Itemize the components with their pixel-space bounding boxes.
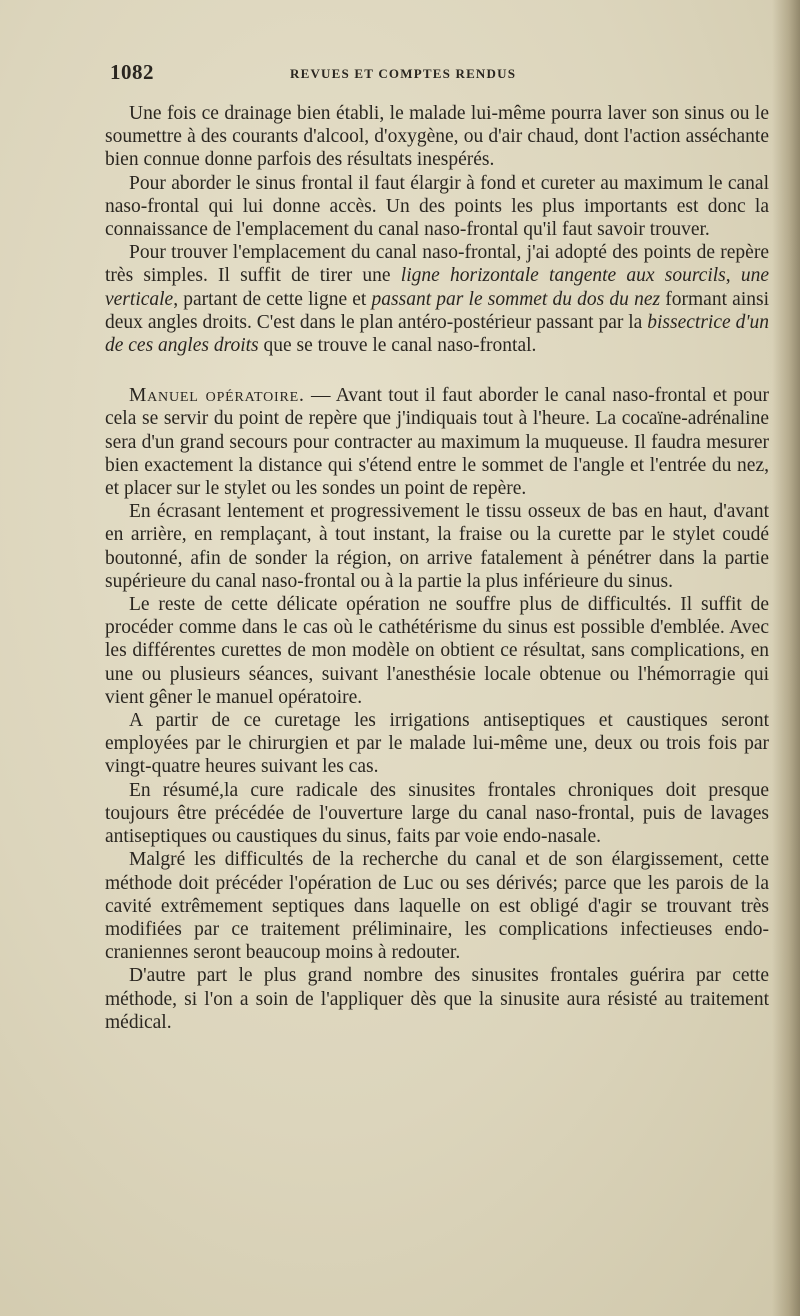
paragraph-malgre: Malgré les difficultés de la recherche du canal et de son élargissement, cette méthode doit précéder l'opération de Luc ou ses dérivés; parce que les parois de la cavité extrêmement septiques dans laquelle on est obligé d'agir se trouvant très modifiées par ce traitement préliminaire, les complications infectieuses endo-craniennes seront beaucoup moins à redouter.	[105, 849, 769, 964]
italic-run: bissectrice d'un de ces angles droits	[105, 311, 769, 357]
article-body	[105, 102, 769, 1034]
paragraph-resume: En résumé,la cure radicale des sinusites frontales chroniques doit presque toujours être précédée de l'ouverture large du canal naso-frontal, puis de lavages antiseptiques ou caustiques du sinus, faits par voie endo-nasale.	[105, 779, 769, 848]
page-header	[110, 60, 770, 90]
italic-run: une verticale	[105, 265, 769, 310]
paragraph-manuel-operatoire	[105, 384, 769, 500]
text-run: — Avant tout il faut aborder le canal naso-frontal et pour cela se servir du point de repère que j'indiquais tout à l'heure. La cocaïne-adrénaline sera d'un grand secours pour contracter au maximum la muqueuse. Il faudra mesurer bien exactement la distance qui s'étend entre le sommet de l'angle et l'entrée du nez, et placer sur le stylet ou les sondes un point de repère.	[105, 385, 769, 500]
paragraph-aborder-sinus: Pour aborder le sinus frontal il faut élargir à fond et cureter au maximum le canal naso-frontal qui lui donne accès. Un des points les plus importants est donc la connaissance de l'emplacement du canal naso-frontal qu'il faut savoir trouver.	[105, 172, 769, 241]
paragraph-ecrasant: En écrasant lentement et progressivement le tissu osseux de bas en haut, d'avant en arrière, en remplaçant, à tout instant, la fraise ou la curette par le stylet coudé boutonné, afin de sonder la région, on arrive fatalement à pénétrer dans la partie supérieure du canal naso-frontal ou à la partie la plus inférieure du sinus.	[105, 501, 769, 592]
paragraph-drainage: Une fois ce drainage bien établi, le malade lui-même pourra laver son sinus ou le soumettre à des courants d'alcool, d'oxygène, ou d'air chaud, dont l'action asséchante bien connue donne parfois des résultats inespérés.	[105, 103, 769, 171]
page-number: 1082	[110, 60, 154, 84]
paragraph-reste-operation: Le reste de cette délicate opération ne souffre plus de difficultés. Il suffit de procéder comme dans le cas où le cathétérisme du sinus est possible d'emblée. Avec les différentes curettes de mon modèle on obtient ce résultat, sans complications, en une ou plusieurs séances, suivant l'anesthésie locale obtenue ou l'hémorragie qui vient gêner le manuel opératoire.	[105, 594, 769, 708]
page-edge-shadow	[772, 0, 800, 1316]
paragraph-curetage: A partir de ce curetage les irrigations antiseptiques et caustiques seront employées par le chirurgien et par le malade lui-même une, deux ou trois fois par vingt-quatre heures suivant les cas.	[105, 710, 769, 778]
italic-run: passant par le sommet du dos du nez	[371, 288, 661, 310]
italic-run: ligne horizontale tangente aux sourcils	[400, 265, 726, 287]
text-run: que se trouve le canal naso-frontal.	[258, 335, 537, 357]
paragraph-autre-part: D'autre part le plus grand nombre des sinusites frontales guérira par cette méthode, si l'on a soin de l'appliquer dès que la sinusite aura résisté au traitement médical.	[105, 965, 769, 1033]
text-run: Pour trouver l'emplacement du canal naso-frontal, j'ai adopté des points de repère très simples. Il suffit de tirer une	[105, 242, 769, 287]
text-run: ,	[725, 265, 741, 287]
running-title: REVUES ET COMPTES RENDUS	[290, 66, 517, 81]
text-run: formant ainsi deux angles droits. C'est dans le plan antéro-postérieur passant par la	[105, 288, 769, 333]
section-heading: Manuel opératoire.	[129, 385, 305, 407]
text-run: , partant de cette ligne et	[173, 288, 372, 310]
paragraph-points-de-repere	[105, 241, 769, 357]
